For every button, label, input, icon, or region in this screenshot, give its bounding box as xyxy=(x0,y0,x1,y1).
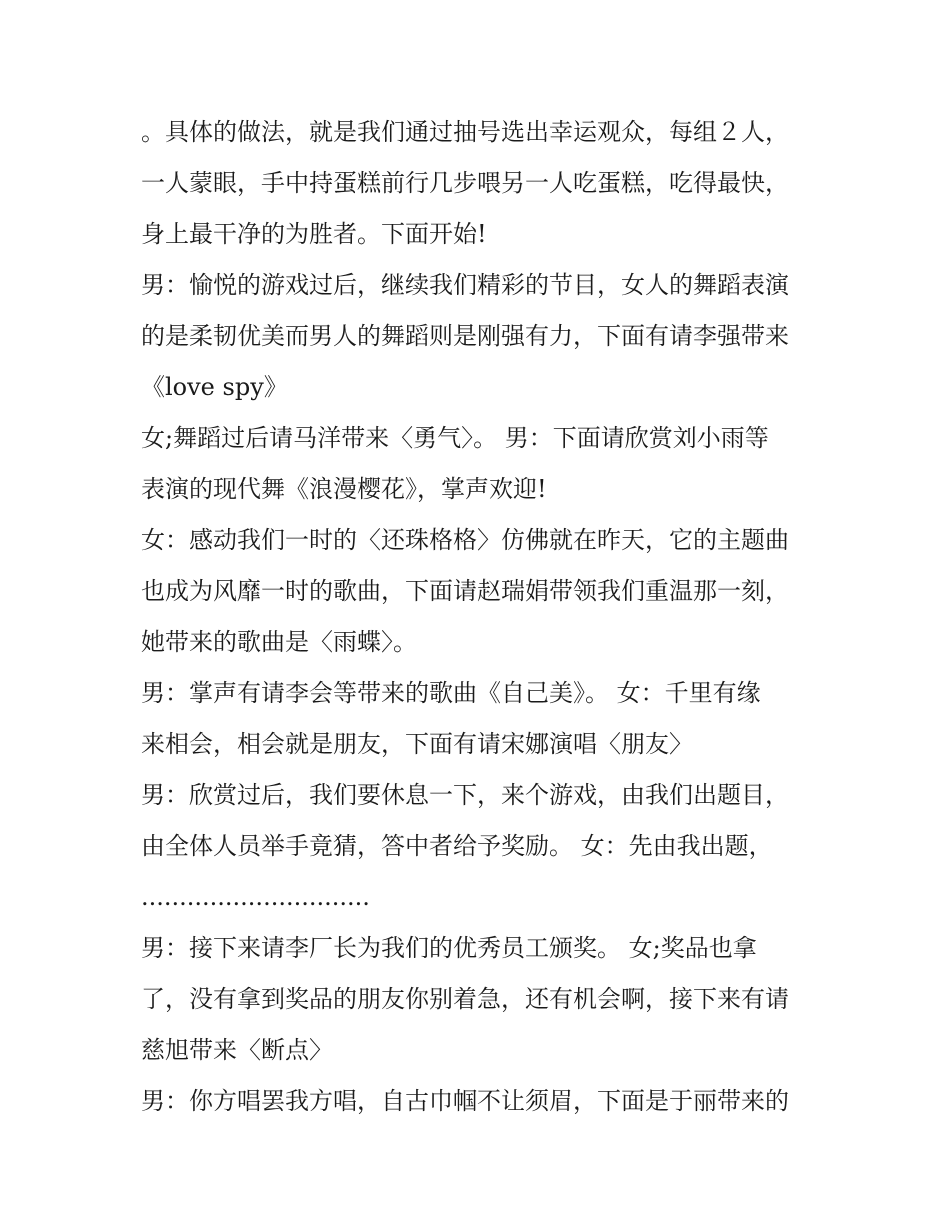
text-line: 男：欣赏过后，我们要休息一下，来个游戏，由我们出题目， xyxy=(141,781,789,809)
body-text xyxy=(141,107,831,1127)
text-line: 由全体人员举手竟猜，答中者给予奖励。 女：先由我出题， xyxy=(141,832,773,860)
text-line: 的是柔韧优美而男人的舞蹈则是刚强有力，下面有请李强带来 xyxy=(141,322,789,350)
text-line: 了，没有拿到奖品的朋友你别着急，还有机会啊，接下来有请 xyxy=(141,985,789,1013)
text-line: 女：感动我们一时的〈还珠格格〉仿佛就在昨天，它的主题曲 xyxy=(141,526,789,554)
text-line: 也成为风靡一时的歌曲，下面请赵瑞娟带领我们重温那一刻， xyxy=(141,577,789,605)
text-line: 身上最干净的为胜者。下面开始! xyxy=(141,220,487,248)
text-line: 表演的现代舞《浪漫樱花》，掌声欢迎! xyxy=(141,475,547,503)
text-line: 男：接下来请李厂长为我们的优秀员工颁奖。 女;奖品也拿 xyxy=(141,934,757,962)
text-line: 女;舞蹈过后请马洋带来〈勇气〉。 男：下面请欣赏刘小雨等 xyxy=(141,424,769,452)
text-line: .............................. xyxy=(141,883,370,911)
text-line: 男：愉悦的游戏过后，继续我们精彩的节目，女人的舞蹈表演 xyxy=(141,271,789,299)
text-line: 。具体的做法，就是我们通过抽号选出幸运观众，每组２人， xyxy=(141,118,789,146)
text-line: 她带来的歌曲是〈雨蝶〉。 xyxy=(141,628,417,656)
text-line: 男：掌声有请李会等带来的歌曲《自己美》。 女：千里有缘 xyxy=(141,679,761,707)
text-line: 一人蒙眼，手中持蛋糕前行几步喂另一人吃蛋糕，吃得最快， xyxy=(141,169,789,197)
text-line: 来相会，相会就是朋友，下面有请宋娜演唱〈朋友〉 xyxy=(141,730,693,758)
text-line: 《love spy》 xyxy=(141,373,288,401)
text-line: 男：你方唱罢我方唱，自古巾帼不让须眉，下面是于丽带来的 xyxy=(141,1087,789,1115)
text-line: 慈旭带来〈断点〉 xyxy=(141,1036,333,1064)
